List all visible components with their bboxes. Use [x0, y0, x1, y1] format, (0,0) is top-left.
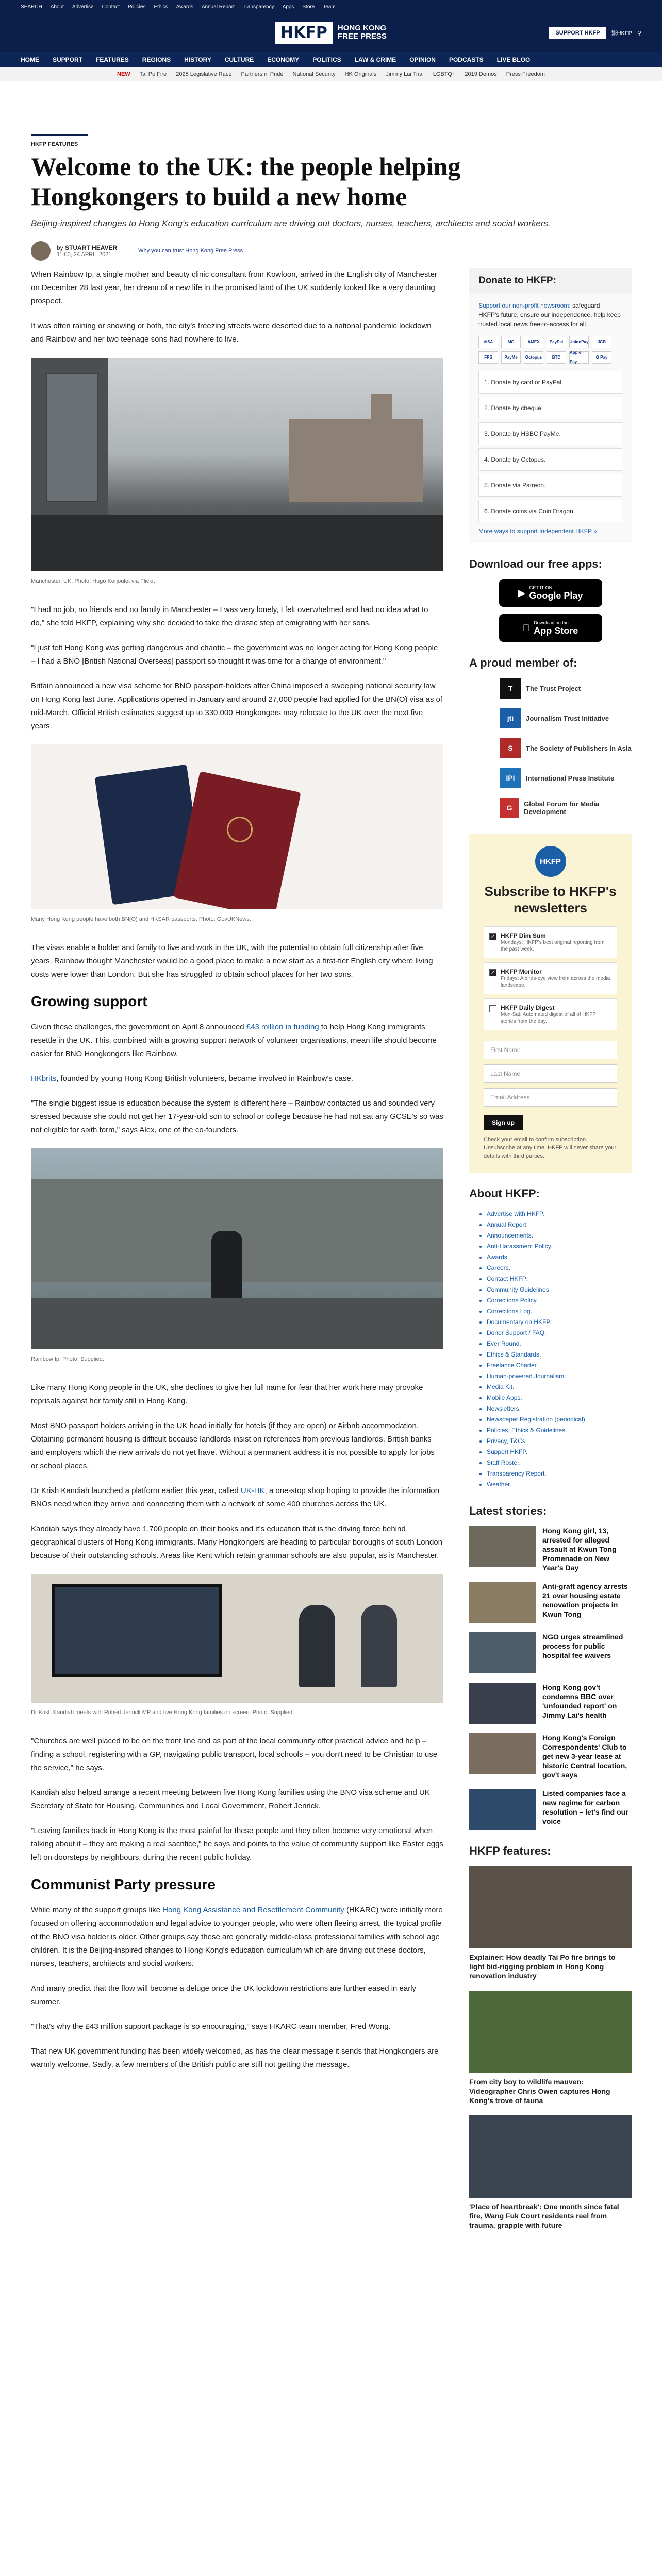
text: to help Hong Kong immigrants resettle in the UK. This, combined with a growing support network of volunteer organisations, mean life should become easier for BNO Hongkongers like Rainbow. — [31, 1023, 437, 1058]
about-link[interactable]: • Support HKFP. — [487, 1447, 632, 1458]
paragraph: "That's why the £43 million support package is so encouraging," says HKARC team member, Fred Wong. — [31, 2022, 391, 2031]
story-thumbnail — [469, 1526, 536, 1567]
about-link[interactable]: • Staff Roster. — [487, 1458, 632, 1468]
donate-option-cheque[interactable]: 2. Donate by cheque. — [478, 397, 622, 419]
top-utility-bar — [0, 0, 662, 13]
section-heading: Growing support — [31, 993, 147, 1009]
nav-live-blog[interactable]: LIVE BLOG — [496, 56, 531, 63]
newsletter-logo: HKFP — [535, 846, 566, 877]
nav-features[interactable]: FEATURES — [96, 56, 129, 63]
gp-label: Google Play — [529, 590, 583, 601]
figure-caption: Dr Krish Kandiah meets with Robert Jenrick MP and five Hong Kong families on screen. Photo: Supplied. — [31, 1709, 294, 1716]
meeting-photo — [31, 1574, 443, 1703]
donate-option-patreon[interactable]: 5. Donate via Patreon. — [478, 474, 622, 497]
top-apps-link[interactable]: Apps — [282, 4, 294, 10]
about-link[interactable]: • Contact HKFP. — [487, 1274, 632, 1284]
visa-icon: VISA — [478, 336, 498, 348]
about-link[interactable]: • Annual Report. — [487, 1219, 632, 1230]
trending-link[interactable]: 2025 Legislative Race — [176, 71, 232, 77]
new-label: NEW — [117, 71, 130, 77]
about-link[interactable]: • Corrections Policy. — [487, 1295, 632, 1306]
as-label: App Store — [530, 625, 575, 636]
nav-home[interactable]: HOME — [21, 56, 39, 63]
about-link[interactable]: • Documentary on HKFP. — [487, 1317, 632, 1328]
feature-image — [469, 2115, 632, 2198]
text: Given these challenges, the government on April 8 announced — [31, 1023, 246, 1031]
story-thumbnail — [469, 1789, 536, 1830]
top-store-link[interactable]: Store — [302, 4, 315, 10]
masthead — [0, 13, 662, 52]
about-link[interactable]: • Donor Support / FAQ. — [487, 1328, 632, 1338]
ipi-logo: IPI — [500, 768, 521, 788]
option-name: HKFP Dim Sum — [501, 932, 546, 939]
bitcoin-icon: BTC — [547, 351, 566, 364]
nav-opinion[interactable]: OPINION — [409, 56, 436, 63]
trending-link[interactable]: Partners in Pride — [241, 71, 284, 77]
newsletter-box — [469, 834, 632, 1173]
about-link[interactable]: • Careers. — [487, 1263, 632, 1274]
payme-icon: PayMe — [501, 351, 521, 364]
trending-link[interactable]: Press Freedom — [506, 71, 545, 77]
about-link[interactable]: • Transparency Report. — [487, 1468, 632, 1479]
option-desc: Mon-Sat: Automated digest of all of HKFP stories from the day. — [501, 1012, 596, 1024]
paragraph: "Churches are well placed to be on the front line and as part of the local community offer practical advice and help – finding a school, registering with a GP, navigating public transport, local schools – you don't need to be Christian to use the service," he says. — [31, 1737, 438, 1772]
feature-image — [469, 1991, 632, 2073]
option-desc: Mondays: HKFP's best original reporting from the past week. — [501, 940, 605, 952]
site-logo[interactable] — [275, 22, 387, 44]
story-title: Hong Kong gov't condemns BBC over 'unfounded report' on Jimmy Lai's health — [542, 1683, 617, 1719]
amex-icon: AMEX — [524, 336, 543, 348]
article-header — [31, 134, 634, 261]
paragraph: "I just felt Hong Kong was getting dangerous and chaotic – the government was no longer acting for Hong Kong people – I had a BNO [British National Overseas] passport so thought it was time for a change of environment." — [31, 643, 438, 666]
donate-option-coins[interactable]: 6. Donate coins via Coin Dragon. — [478, 500, 622, 522]
logo-mark: HKFP — [275, 22, 333, 44]
nav-support[interactable]: SUPPORT — [53, 56, 83, 63]
article-subhead: Beijing-inspired changes to Hong Kong's education curriculum are driving out doctors, nurses, teachers, architects and social workers. — [31, 218, 551, 228]
manchester-photo — [31, 358, 443, 571]
logo-line-2: FREE PRESS — [337, 32, 387, 41]
paragraph — [31, 1021, 443, 1061]
author-avatar — [31, 241, 51, 261]
nav-podcasts[interactable]: PODCASTS — [449, 56, 484, 63]
text: , a one-stop shop hoping to provide the information BNOs need when they arrive and connecting them with a network of some 400 churches across the UK. — [31, 1486, 440, 1509]
fps-icon: FPS — [478, 351, 498, 364]
top-about-link[interactable]: About — [50, 4, 64, 10]
member-label: International Press Institute — [526, 774, 615, 782]
story-thumbnail — [469, 1632, 536, 1673]
member-jti[interactable] — [500, 708, 632, 728]
nav-politics[interactable]: POLITICS — [312, 56, 341, 63]
paragraph: That new UK government funding has been widely welcomed, as has the clear message it sends that Hongkongers are warmly welcome. Sadly, a few members of the British public are still not getting the message. — [31, 2047, 439, 2069]
trending-link[interactable]: Jimmy Lai Trial — [386, 71, 424, 77]
latest-title: Latest stories: — [469, 1504, 547, 1517]
latest-story[interactable] — [469, 1789, 632, 1830]
trending-link[interactable]: Tai Po Fire — [139, 71, 167, 77]
top-ethics-link[interactable]: Ethics — [154, 4, 168, 10]
gp-small: GET IT ON — [529, 585, 553, 590]
feature-image — [469, 1866, 632, 1948]
paragraph: Like many Hong Kong people in the UK, she declines to give her full name for fear that her work here may provoke reprisals against her family still in Hong Kong. — [31, 1383, 423, 1405]
latest-stories — [469, 1526, 632, 1830]
about-link[interactable]: • Mobile Apps. — [487, 1393, 632, 1403]
member-trust-project[interactable] — [500, 678, 632, 699]
feature-story[interactable] — [469, 2115, 632, 2230]
paypal-icon: PayPal — [547, 336, 566, 348]
nav-economy[interactable]: ECONOMY — [267, 56, 300, 63]
paragraph: When Rainbow Ip, a single mother and beauty clinic consultant from Kowloon, arrived in the English city of Manchester on December 28 last year, her dream of a new life in the promised land of the UK suddenly looked like a very daunting prospect. — [31, 270, 437, 306]
story-thumbnail — [469, 1683, 536, 1724]
byline-by: by — [57, 244, 63, 251]
paragraph — [31, 1072, 443, 1086]
donate-option-octopus[interactable]: 4. Donate by Octopus. — [478, 448, 622, 471]
figure-caption: Many Hong Kong people have both BN(O) and HKSAR passports. Photo: GovUKNews. — [31, 916, 251, 922]
sign-up-button[interactable]: Sign up — [484, 1115, 523, 1130]
text: , founded by young Hong Kong British volunteers, became involved in Rainbow's case. — [56, 1074, 353, 1083]
story-title: Hong Kong girl, 13, arrested for alleged assault at Kwun Tong Promenade on New Year's Day — [542, 1527, 617, 1572]
option-name: HKFP Monitor — [501, 968, 542, 975]
latest-story[interactable] — [469, 1582, 632, 1623]
apple-pay-icon: Apple Pay — [569, 351, 589, 364]
latest-story[interactable] — [469, 1526, 632, 1572]
paragraph: "Leaving families back in Hong Kong is the most painful for these people and they often become very emotional when talking about it – they are making a real sacrifice," he says and points to the value of community support like Easter eggs left on doorsteps by neighbours, during the recent public holiday. — [31, 1826, 443, 1862]
email-input[interactable]: Email Address — [484, 1088, 617, 1107]
paragraph: The visas enable a holder and family to live and work in the UK, with the potential to obtain full citizenship after five years. Rainbow thought Manchester would be a good place to make a new start as a first-tier English city where living costs were lower than London. But she has struggled to obtain school places for her two sons. — [31, 943, 433, 979]
logo-line-1: HONG KONG — [337, 23, 387, 32]
about-link[interactable]: • Community Guidelines. — [487, 1284, 632, 1295]
sopa-logo: S — [500, 738, 521, 758]
author-name[interactable]: STUART HEAVER — [65, 244, 118, 251]
sidebar — [469, 268, 632, 2240]
app-store-button[interactable] — [499, 614, 602, 642]
newsletter-option-dimsum[interactable] — [484, 926, 617, 958]
text: Dr Krish Kandiah launched a platform earlier this year, called — [31, 1486, 241, 1495]
top-contact-link[interactable]: Contact — [102, 4, 120, 10]
more-ways-link[interactable]: More ways to support Independent HKFP » — [478, 528, 597, 535]
apple-icon — [523, 623, 530, 634]
payment-methods — [478, 336, 622, 364]
unionpay-icon: UnionPay — [569, 336, 589, 348]
donate-box — [469, 294, 632, 543]
about-link[interactable]: • Announcements. — [487, 1230, 632, 1241]
about-link[interactable]: • Anti-Harassment Policy. — [487, 1241, 632, 1252]
top-policies-link[interactable]: Policies — [127, 4, 146, 10]
as-small: Download on the — [530, 620, 566, 625]
feature-title: Explainer: How deadly Tai Po fire brings to light bid-rigging problem in Hong Kong renovation industry — [469, 1953, 616, 1980]
logo-wordmark — [338, 24, 387, 41]
member-label: The Trust Project — [526, 684, 581, 692]
hkarc-link[interactable]: Hong Kong Assistance and Resettlement Community — [162, 1906, 344, 1914]
support-hkfp-button[interactable]: SUPPORT HKFP — [549, 27, 606, 39]
search-icon[interactable]: ⚲ — [637, 30, 641, 37]
newsletter-note: Check your email to confirm subscription. Unsubscribe at any time. HKFP will never share your details with third parties. — [484, 1137, 617, 1159]
mastercard-icon: MC — [501, 336, 521, 348]
figure — [31, 1574, 443, 1719]
feature-title: 'Place of heartbreak': One month since fatal fire, Wang Fuk Court residents reel from trauma, grapple with future — [469, 2202, 619, 2229]
chinese-site-link[interactable]: 繁HKFP — [611, 30, 632, 37]
paragraph: Most BNO passport holders arriving in the UK head initially for hotels (if they are open) or Airbnb accommodation. Obtaining permanent housing is difficult because landlords insist on references from previous landlords, British banks and employers which the new arrivals do not yet have. Without a permanent address it is not possible to apply for jobs or school places. — [31, 1421, 435, 1470]
trending-bar — [0, 67, 662, 81]
member-label: The Society of Publishers in Asia — [526, 744, 632, 752]
story-title: Anti-graft agency arrests 21 over housing estate renovation projects in Kwun Tong — [542, 1582, 628, 1618]
about-link[interactable]: • Human-powered Journalism. — [487, 1371, 632, 1382]
top-search-link[interactable]: SEARCH — [21, 4, 42, 10]
member-ipi[interactable] — [500, 768, 632, 788]
checkbox-checked[interactable]: ✓ — [489, 933, 496, 940]
nav-culture[interactable]: CULTURE — [224, 56, 254, 63]
google-pay-icon: G Pay — [592, 351, 611, 364]
octopus-icon: Octopus — [524, 351, 543, 364]
checkbox-checked[interactable]: ✓ — [489, 969, 496, 976]
figure — [31, 1148, 443, 1366]
story-thumbnail — [469, 1733, 536, 1774]
trending-link[interactable]: HK Originals — [344, 71, 377, 77]
figure — [31, 744, 443, 926]
figure — [31, 358, 443, 588]
paragraph: Kandiah also helped arrange a recent meeting between five Hong Kong families using the BNO visa scheme and UK Secretary of State for Housing, Communities and Local Government, Robert Jenrick. — [31, 1788, 430, 1810]
section-heading: Communist Party pressure — [31, 1876, 216, 1892]
first-name-input[interactable]: First Name — [484, 1041, 617, 1059]
story-title: Hong Kong's Foreign Correspondents' Club to get new 3-year lease at historic Central location, gov't says — [542, 1734, 627, 1779]
member-label: Global Forum for Media Development — [524, 800, 600, 816]
about-link[interactable]: • Advertise with HKFP. — [487, 1209, 632, 1219]
donate-option-payme[interactable]: 3. Donate by HSBC PayMe. — [478, 422, 622, 445]
google-play-button[interactable] — [499, 579, 602, 607]
paragraph: And many predict that the flow will become a deluge once the UK lockdown restrictions are further eased in early summer. — [31, 1984, 417, 2006]
donate-option-card[interactable]: 1. Donate by card or PayPal. — [478, 371, 622, 394]
feature-story[interactable] — [469, 1866, 632, 1980]
feature-story[interactable] — [469, 1991, 632, 2105]
top-transparency-link[interactable]: Transparency — [242, 4, 274, 10]
masthead-actions — [549, 27, 641, 39]
about-title: About HKFP: — [469, 1187, 540, 1200]
text: While many of the support groups like — [31, 1906, 163, 1914]
trending-link[interactable]: National Security — [292, 71, 336, 77]
paragraph: "I had no job, no friends and no family in Manchester – I was very lonely, I felt overwhelmed and had no idea what to do," she told HKFP, explaining why she decided to take the drastic step of emigrating with her sons. — [31, 605, 428, 628]
nav-history[interactable]: HISTORY — [184, 56, 211, 63]
article-body — [31, 268, 443, 2083]
rainbow-ip-photo — [31, 1148, 443, 1349]
donate-text: safeguard HKFP's future, ensure our independence, help keep trusted local news free-to-access for all. — [478, 302, 621, 328]
donate-link[interactable]: Support our non-profit newsroom: — [478, 302, 571, 309]
paragraph — [31, 1904, 443, 1971]
figure-caption: Manchester, UK. Photo: Hugo Kerjoulet via Flickr. — [31, 578, 155, 584]
paragraph: Kandiah says they already have 1,700 people on their books and it's education that is the driving force behind geographical clusters of Hong Kong immigrants. Many Hongkongers are heading to particular boroughs of south London because of their outstanding schools. Areas like Kent which retain grammar schools are also popular, as is Manchester. — [31, 1524, 442, 1560]
newsletter-title: Subscribe to HKFP's newsletters — [484, 884, 617, 916]
jcb-icon: JCB — [592, 336, 611, 348]
about-link[interactable]: • Newsletters. — [487, 1403, 632, 1414]
article-title: Welcome to the UK: the people helping Hongkongers to build a new home — [31, 152, 461, 211]
story-thumbnail — [469, 1582, 536, 1623]
nav-law-crime[interactable]: LAW & CRIME — [354, 56, 396, 63]
top-advertise-link[interactable]: Advertise — [72, 4, 94, 10]
publish-date: 11:00, 24 APRIL 2021 — [57, 251, 112, 258]
figure-caption: Rainbow Ip. Photo: Supplied. — [31, 1356, 104, 1362]
about-link[interactable]: • Newspaper Registration (periodical). — [487, 1414, 632, 1425]
main-navigation — [0, 52, 662, 67]
newsletter-option-digest[interactable] — [484, 998, 617, 1030]
paragraph: "The single biggest issue is education because the system is different here – Rainbow contacted us and sounded very stressed because she could not get her 17-year-old son to school or college because he had not sat any GCSE's so was not eligible for sixth form," says Alex, one of the co-founders. — [31, 1099, 444, 1134]
about-link[interactable]: • Corrections Log. — [487, 1306, 632, 1317]
latest-story[interactable] — [469, 1683, 632, 1724]
uk-hk-link[interactable]: UK-HK — [240, 1486, 265, 1495]
features-title: HKFP features: — [469, 1844, 551, 1857]
article-kicker[interactable]: HKFP FEATURES — [31, 134, 88, 147]
trending-link[interactable]: 2019 Demos — [465, 71, 497, 77]
checkbox-unchecked[interactable] — [489, 1005, 496, 1012]
member-gfmd[interactable] — [500, 798, 632, 818]
passports-photo — [31, 744, 443, 909]
about-link[interactable]: • Freelance Charter. — [487, 1360, 632, 1371]
top-annual-report-link[interactable]: Annual Report — [201, 4, 235, 10]
latest-story[interactable] — [469, 1632, 632, 1673]
paragraph: Britain announced a new visa scheme for BNO passport-holders after China imposed a sweeping national security law on Hong Kong last June. Applications opened in January and around 27,000 people had applied for the BN(O) visa as of mid-March. Official British estimates suggest up to 330,000 Hongkongers may relocate to the UK over the next five years. — [31, 682, 443, 731]
about-list — [469, 1209, 632, 1490]
last-name-input[interactable]: Last Name — [484, 1064, 617, 1083]
about-link[interactable]: • Media Kit. — [487, 1382, 632, 1393]
about-link[interactable]: • Privacy, T&Cs. — [487, 1436, 632, 1447]
latest-story[interactable] — [469, 1733, 632, 1780]
funding-link[interactable]: £43 million in funding — [246, 1023, 319, 1031]
play-icon: ▶ — [518, 587, 525, 598]
trending-link[interactable]: LGBTQ+ — [433, 71, 456, 77]
option-desc: Fridays: A birds-eye view from across the media landscape. — [501, 976, 610, 988]
trust-link[interactable]: Why you can trust Hong Kong Free Press — [134, 246, 247, 256]
newsletter-option-monitor[interactable] — [484, 962, 617, 994]
hkbrits-link[interactable]: HKbrits — [31, 1074, 57, 1083]
member-title: A proud member of: — [469, 656, 577, 669]
byline-text — [57, 244, 117, 258]
donate-title: Donate to HKFP: — [469, 268, 632, 294]
option-name: HKFP Daily Digest — [501, 1004, 555, 1011]
about-link[interactable]: • Ethics & Standards. — [487, 1349, 632, 1360]
nav-regions[interactable]: REGIONS — [142, 56, 171, 63]
gfmd-logo: G — [500, 798, 519, 818]
jti-logo: jti — [500, 708, 521, 728]
about-link[interactable]: • Awards. — [487, 1252, 632, 1263]
paragraph: It was often raining or snowing or both, the city's freezing streets were deserted due to a national pandemic lockdown and Rainbow and her two teenage sons had nowhere to live. — [31, 321, 432, 344]
about-link[interactable]: • Ever Round. — [487, 1338, 632, 1349]
member-label: Journalism Trust Initiative — [526, 714, 609, 722]
apps-title: Download our free apps: — [469, 557, 602, 570]
trust-project-logo: T — [500, 678, 521, 699]
about-link[interactable]: • Policies, Ethics & Guidelines. — [487, 1425, 632, 1436]
story-title: Listed companies face a new regime for carbon resolution – let's find our voice — [542, 1789, 628, 1825]
about-link[interactable]: • Weather. — [487, 1479, 632, 1490]
top-awards-link[interactable]: Awards — [176, 4, 193, 10]
paragraph — [31, 1484, 443, 1511]
member-sopa[interactable] — [500, 738, 632, 758]
top-team-link[interactable]: Team — [323, 4, 336, 10]
text: (HKARC) were initially more focused on offering accommodation and legal advice to younger people, who were often fleeing arrest, the typical profile of the BNO visa holder is older. Other groups say these are generally middle-class professional families with school age children. It is the Beijing-inspired changes to Hong Kong's education curriculum which are driving out these doctors, nurses, teachers, architects and social workers. — [31, 1906, 443, 1968]
story-title: NGO urges streamlined process for public hospital fee waivers — [542, 1633, 623, 1659]
feature-title: From city boy to wildlife mauven: Videographer Chris Owen captures Hong Kong's trove of fauna — [469, 2078, 610, 2105]
byline — [31, 241, 634, 261]
